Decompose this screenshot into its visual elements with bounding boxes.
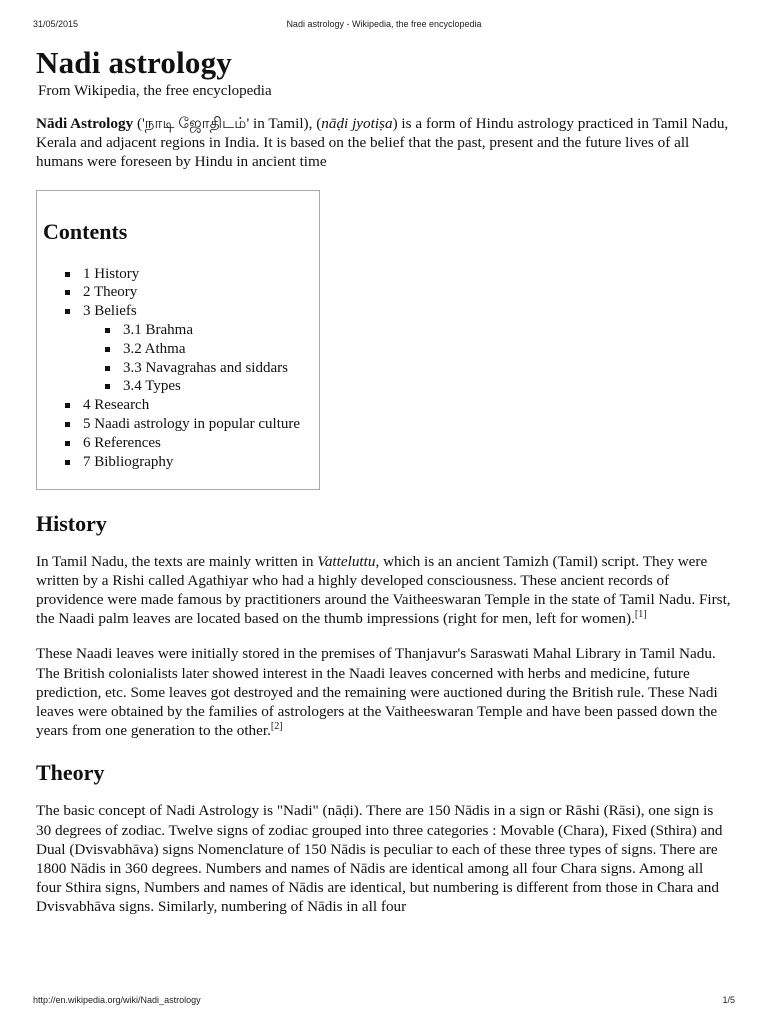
toc-item[interactable] <box>65 453 300 472</box>
table-of-contents <box>36 190 320 490</box>
toc-item[interactable] <box>65 415 300 434</box>
toc-item-label[interactable]: 2 Theory <box>83 284 138 301</box>
print-footer <box>33 995 735 1007</box>
toc-item[interactable] <box>65 434 300 453</box>
tagline: From Wikipedia, the free encyclopedia <box>38 83 272 99</box>
bullet-icon <box>65 290 70 295</box>
bullet-icon <box>105 384 110 389</box>
page-title: Nadi astrology <box>36 45 232 80</box>
reference-link-1[interactable]: [1] <box>634 609 647 621</box>
bullet-icon <box>65 460 70 465</box>
bullet-icon <box>65 403 70 408</box>
history-p2-text: These Naadi leaves were initially stored in the premises of Thanjavur's Saraswati Mahal Library in Tamil Nadu. The British colonialists later showed interest in the Naadi leaves concerned with herbs and medicine, future prediction, etc. Some leaves got destroyed and the remaining were auctioned during the British rule. These Nadi leaves were obtained by the families of astrologers at the Vaitheeswaran Temple and have been passed down the years from one generation to the other. <box>36 645 718 740</box>
intro-bold-term: Nādi Astrology <box>36 115 134 132</box>
bullet-icon <box>105 328 110 333</box>
toc-item-label[interactable]: 7 Bibliography <box>83 453 174 470</box>
intro-text-1: ('நாடி ஜோதிடம்' in Tamil), ( <box>133 115 322 132</box>
toc-item[interactable] <box>105 359 300 378</box>
bullet-icon <box>65 309 70 314</box>
reference-link-2[interactable]: [2] <box>270 721 283 733</box>
toc-item-label[interactable]: 5 Naadi astrology in popular culture <box>83 415 301 432</box>
print-date: 31/05/2015 <box>33 19 79 29</box>
toc-item[interactable] <box>65 396 300 415</box>
toc-list <box>65 265 300 472</box>
print-page-count: 1/5 <box>722 995 735 1005</box>
toc-title: Contents <box>43 218 128 244</box>
toc-item[interactable] <box>105 340 300 359</box>
toc-item-label[interactable]: 3.4 Types <box>123 378 181 395</box>
history-p1-text-2: , which is an ancient Tamizh (Tamil) script. They were written by a Rishi called Agathiyar who had a highly developed consciousness. These ancient records of providence were made famous by practitioners around the Vaitheeswaran Temple in the state of Tamil Nadu. First, the Naadi palm leaves are located based on the thumb impressions (right for men, left for women). <box>36 552 731 628</box>
history-paragraph-2 <box>36 644 732 740</box>
toc-item-label[interactable]: 4 Research <box>83 397 150 414</box>
toc-item[interactable] <box>65 283 300 302</box>
print-header <box>33 19 735 31</box>
intro-paragraph <box>36 114 732 172</box>
theory-heading: Theory <box>36 760 105 786</box>
print-page-title: Nadi astrology - Wikipedia, the free encyclopedia <box>286 19 482 29</box>
bullet-icon <box>65 441 70 446</box>
history-p1-italic: Vatteluttu <box>317 552 376 570</box>
toc-item-label[interactable]: 6 References <box>83 434 161 451</box>
history-p1-text-1: In Tamil Nadu, the texts are mainly written in <box>36 552 318 570</box>
toc-item-label[interactable]: 3.2 Athma <box>123 340 186 357</box>
history-paragraph-1 <box>36 552 732 629</box>
intro-italic-term: nāḍi jyotiṣa <box>321 115 393 132</box>
article-content <box>36 44 732 917</box>
toc-item[interactable] <box>65 265 300 284</box>
history-heading: History <box>36 510 107 536</box>
theory-paragraph-1: The basic concept of Nadi Astrology is "Nadi" (nāḍi). There are 150 Nādis in a sign or Rāshi (Rāsi), one sign is 30 degrees of zodiac. Twelve signs of zodiac grouped into three categories : Movable (Chara), Fixed (Sthira) and Dual (Dvisvabhāva) signs Nomenclature of 150 Nādis is peculiar to each of these three types of signs. There are 1800 Nādis in 360 degrees. Numbers and names of Nādis are identical among all four Chara signs. Among all four Sthira signs, Numbers and names of Nādis are identical, but numbering is different from those in Chara and Dvisvabhāva signs. Similarly, numbering of Nādis in all four <box>36 802 723 916</box>
toc-item[interactable] <box>105 377 300 396</box>
bullet-icon <box>105 347 110 352</box>
toc-item-label[interactable]: 3.1 Brahma <box>123 322 193 338</box>
print-url: http://en.wikipedia.org/wiki/Nadi_astrology <box>33 995 201 1005</box>
toc-item[interactable] <box>65 302 300 321</box>
toc-item-label[interactable]: 3.3 Navagrahas and siddars <box>123 359 288 376</box>
intro-text-2: ) is a form of Hindu astrology practiced in Tamil Nadu, Kerala and adjacent regions in India. It is based on the belief that the past, present and the future lives of all humans were foreseen by Hindu in ancient time <box>36 115 729 171</box>
toc-item[interactable] <box>105 321 300 340</box>
bullet-icon <box>65 422 70 427</box>
toc-item-label[interactable]: 1 History <box>83 265 140 282</box>
bullet-icon <box>105 366 110 371</box>
bullet-icon <box>65 272 70 277</box>
toc-item-label[interactable]: 3 Beliefs <box>83 303 137 320</box>
